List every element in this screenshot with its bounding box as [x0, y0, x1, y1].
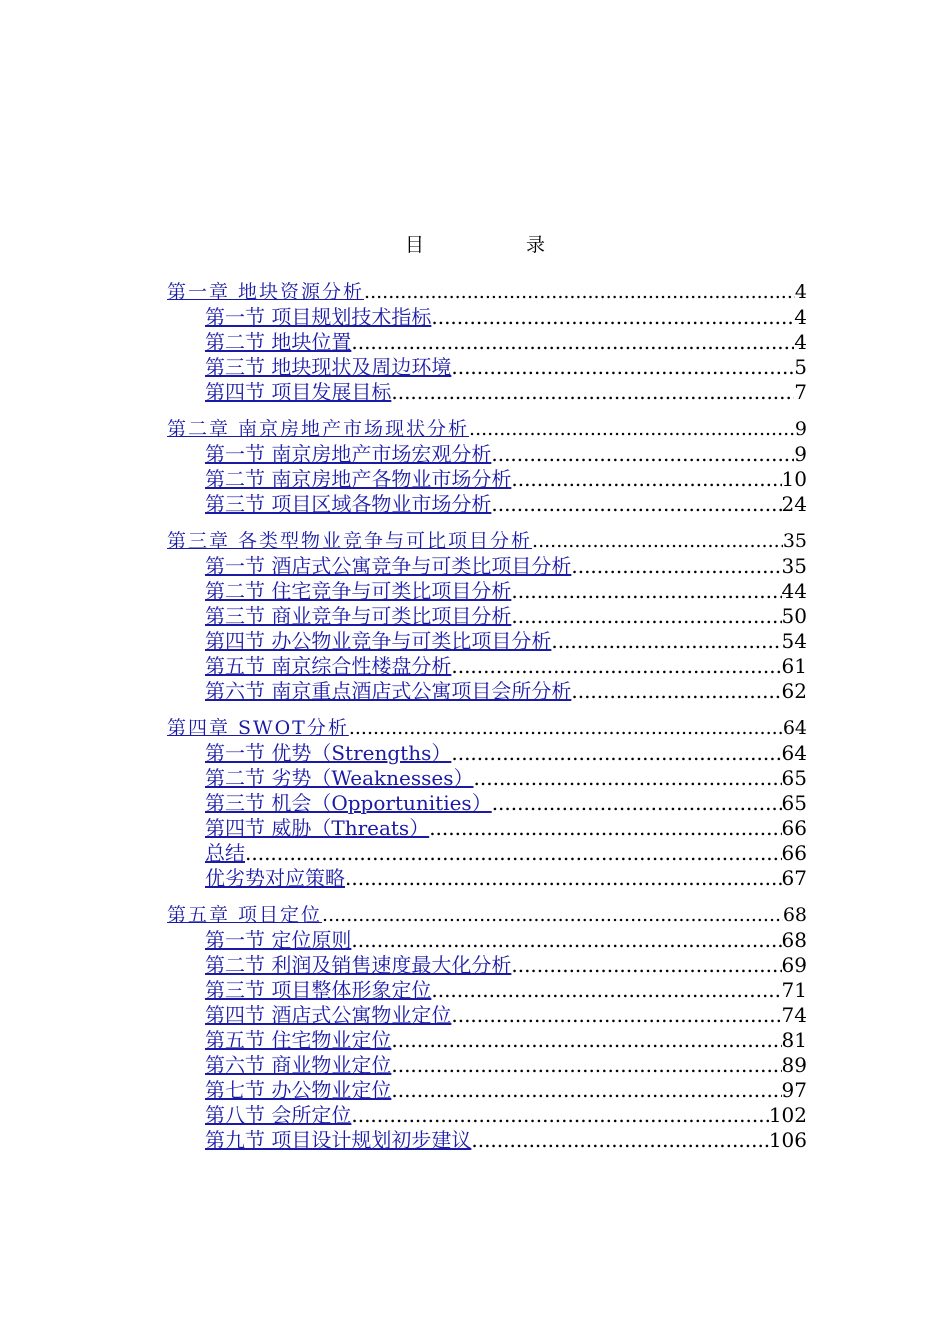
toc-page-number: 69	[781, 953, 807, 977]
toc-page-number: 102	[768, 1103, 807, 1127]
toc-entry-link[interactable]: 第三节 项目区域各物业市场分析	[205, 492, 492, 516]
dot-leader	[391, 1078, 781, 1103]
toc-entry-link[interactable]: 第六节 商业物业定位	[205, 1053, 392, 1077]
toc-entry-link[interactable]: 第四节 办公物业竞争与可类比项目分析	[205, 629, 552, 653]
toc-page-number: 67	[781, 866, 807, 890]
toc-entry-link[interactable]: 第一节 酒店式公寓竞争与可类比项目分析	[205, 554, 572, 578]
toc-section-entry	[167, 679, 807, 704]
table-of-contents	[167, 280, 807, 1153]
toc-section-entry	[167, 1028, 807, 1053]
toc-section-entry	[167, 629, 807, 654]
dot-leader	[511, 953, 781, 978]
toc-entry-link[interactable]: 第一节 优势（Strengths）	[205, 741, 452, 765]
dot-leader	[474, 766, 782, 791]
dot-leader	[431, 305, 794, 330]
toc-page-number: 61	[781, 654, 807, 678]
toc-section-entry	[167, 928, 807, 953]
dot-leader	[351, 1103, 768, 1128]
toc-section-entry	[167, 355, 807, 380]
toc-section-entry	[167, 766, 807, 791]
toc-section-entry	[167, 1128, 807, 1153]
toc-page-number: 50	[781, 604, 807, 628]
toc-entry-link[interactable]: 第四节 威胁（Threats）	[205, 816, 430, 840]
dot-leader	[429, 816, 781, 841]
dot-leader	[571, 679, 781, 704]
toc-section-entry	[167, 305, 807, 330]
dot-leader	[351, 928, 781, 953]
toc-page-number: 68	[781, 928, 807, 952]
toc-entry-link[interactable]: 第二节 利润及销售速度最大化分析	[205, 953, 512, 977]
dot-leader	[351, 330, 794, 355]
toc-entry-link[interactable]: 第五节 住宅物业定位	[205, 1028, 392, 1052]
toc-page-number: 62	[781, 679, 807, 703]
dot-leader	[532, 529, 783, 554]
toc-page-number: 89	[781, 1053, 807, 1077]
toc-section-entry	[167, 554, 807, 579]
dot-leader	[511, 467, 781, 492]
dot-leader	[492, 791, 782, 816]
toc-entry-link[interactable]: 优劣势对应策略	[205, 866, 345, 890]
toc-chapter-entry	[167, 280, 807, 305]
toc-page-number: 66	[781, 816, 807, 840]
toc-page-number: 65	[781, 766, 807, 790]
dot-leader	[511, 604, 781, 629]
dot-leader	[364, 280, 795, 305]
dot-leader	[451, 1003, 781, 1028]
dot-leader	[391, 380, 794, 405]
toc-section-entry	[167, 579, 807, 604]
dot-leader	[322, 903, 783, 928]
toc-entry-link[interactable]: 第四节 项目发展目标	[205, 380, 392, 404]
toc-section-entry	[167, 467, 807, 492]
toc-entry-link[interactable]: 第六节 南京重点酒店式公寓项目会所分析	[205, 679, 572, 703]
toc-entry-link[interactable]: 第七节 办公物业定位	[205, 1078, 392, 1102]
toc-page-number: 4	[794, 281, 807, 303]
toc-page-number: 68	[782, 904, 807, 926]
toc-section-entry	[167, 1003, 807, 1028]
toc-chapter-entry	[167, 529, 807, 554]
dot-leader	[391, 1053, 781, 1078]
toc-entry-link[interactable]: 第二节 住宅竞争与可类比项目分析	[205, 579, 512, 603]
toc-section-entry	[167, 841, 807, 866]
toc-page-number: 35	[782, 530, 807, 552]
toc-entry-link[interactable]: 第五节 南京综合性楼盘分析	[205, 654, 452, 678]
toc-entry-link[interactable]: 第二节 地块位置	[205, 330, 352, 354]
toc-section-entry	[167, 741, 807, 766]
dot-leader	[491, 442, 794, 467]
toc-chapter-entry	[167, 903, 807, 928]
toc-page-number: 44	[781, 579, 807, 603]
toc-entry-link[interactable]: 第一节 南京房地产市场宏观分析	[205, 442, 492, 466]
toc-entry-link[interactable]: 第三节 机会（Opportunities）	[205, 791, 492, 815]
toc-entry-link[interactable]: 总结	[205, 841, 245, 865]
toc-entry-link[interactable]: 第四章 SWOT分析	[167, 717, 349, 739]
dot-leader	[469, 417, 795, 442]
dot-leader	[245, 841, 782, 866]
toc-page-number: 54	[781, 629, 807, 653]
toc-section-entry	[167, 1053, 807, 1078]
dot-leader	[491, 492, 781, 517]
toc-entry-link[interactable]: 第一章 地块资源分析	[167, 281, 365, 303]
dot-leader	[511, 579, 781, 604]
dot-leader	[451, 654, 781, 679]
toc-section-entry	[167, 978, 807, 1003]
toc-entry-link[interactable]: 第三节 项目整体形象定位	[205, 978, 432, 1002]
dot-leader	[451, 741, 781, 766]
toc-section-entry	[167, 380, 807, 405]
dot-leader	[471, 1128, 768, 1153]
toc-page-number: 81	[781, 1028, 807, 1052]
toc-page-number: 64	[782, 717, 807, 739]
toc-chapter-entry	[167, 716, 807, 741]
toc-page-number: 24	[781, 492, 807, 516]
toc-entry-link[interactable]: 第九节 项目设计规划初步建议	[205, 1128, 472, 1152]
toc-page-number: 66	[781, 841, 807, 865]
toc-section-entry	[167, 791, 807, 816]
dot-leader	[391, 1028, 781, 1053]
dot-leader	[345, 866, 782, 891]
dot-leader	[431, 978, 781, 1003]
toc-page-number: 35	[781, 554, 807, 578]
toc-entry-link[interactable]: 第五章 项目定位	[167, 904, 323, 926]
toc-page-number: 106	[768, 1128, 807, 1152]
toc-page-number: 7	[794, 380, 807, 404]
toc-section-entry	[167, 816, 807, 841]
toc-section-entry	[167, 604, 807, 629]
toc-entry-link[interactable]: 第二节 劣势（Weaknesses）	[205, 766, 474, 790]
toc-section-entry	[167, 330, 807, 355]
dot-leader	[349, 716, 783, 741]
toc-entry-link[interactable]: 第三节 地块现状及周边环境	[205, 355, 452, 379]
toc-chapter-entry	[167, 417, 807, 442]
toc-page-number: 4	[794, 305, 807, 329]
toc-page-number: 10	[781, 467, 807, 491]
toc-entry-link[interactable]: 第三章 各类型物业竞争与可比项目分析	[167, 530, 533, 552]
toc-page-number: 74	[781, 1003, 807, 1027]
toc-section-entry	[167, 866, 807, 891]
toc-page-number: 4	[794, 330, 807, 354]
toc-page-number: 71	[781, 978, 807, 1002]
toc-section-entry	[167, 492, 807, 517]
toc-section-entry	[167, 953, 807, 978]
toc-section-entry	[167, 442, 807, 467]
dot-leader	[451, 355, 794, 380]
toc-entry-link[interactable]: 第三节 商业竞争与可类比项目分析	[205, 604, 512, 628]
toc-page-number: 9	[794, 442, 807, 466]
toc-title: 目 录	[404, 234, 594, 256]
toc-entry-link[interactable]: 第二章 南京房地产市场现状分析	[167, 418, 470, 440]
dot-leader	[551, 629, 781, 654]
toc-page-number: 9	[794, 418, 807, 440]
toc-section-entry	[167, 654, 807, 679]
toc-page-number: 5	[794, 355, 807, 379]
toc-entry-link[interactable]: 第二节 南京房地产各物业市场分析	[205, 467, 512, 491]
dot-leader	[571, 554, 781, 579]
toc-entry-link[interactable]: 第一节 项目规划技术指标	[205, 305, 432, 329]
toc-entry-link[interactable]: 第八节 会所定位	[205, 1103, 352, 1127]
toc-entry-link[interactable]: 第四节 酒店式公寓物业定位	[205, 1003, 452, 1027]
toc-page-number: 64	[781, 741, 807, 765]
toc-page-number: 97	[781, 1078, 807, 1102]
toc-page-number: 65	[781, 791, 807, 815]
toc-section-entry	[167, 1103, 807, 1128]
toc-entry-link[interactable]: 第一节 定位原则	[205, 928, 352, 952]
toc-section-entry	[167, 1078, 807, 1103]
